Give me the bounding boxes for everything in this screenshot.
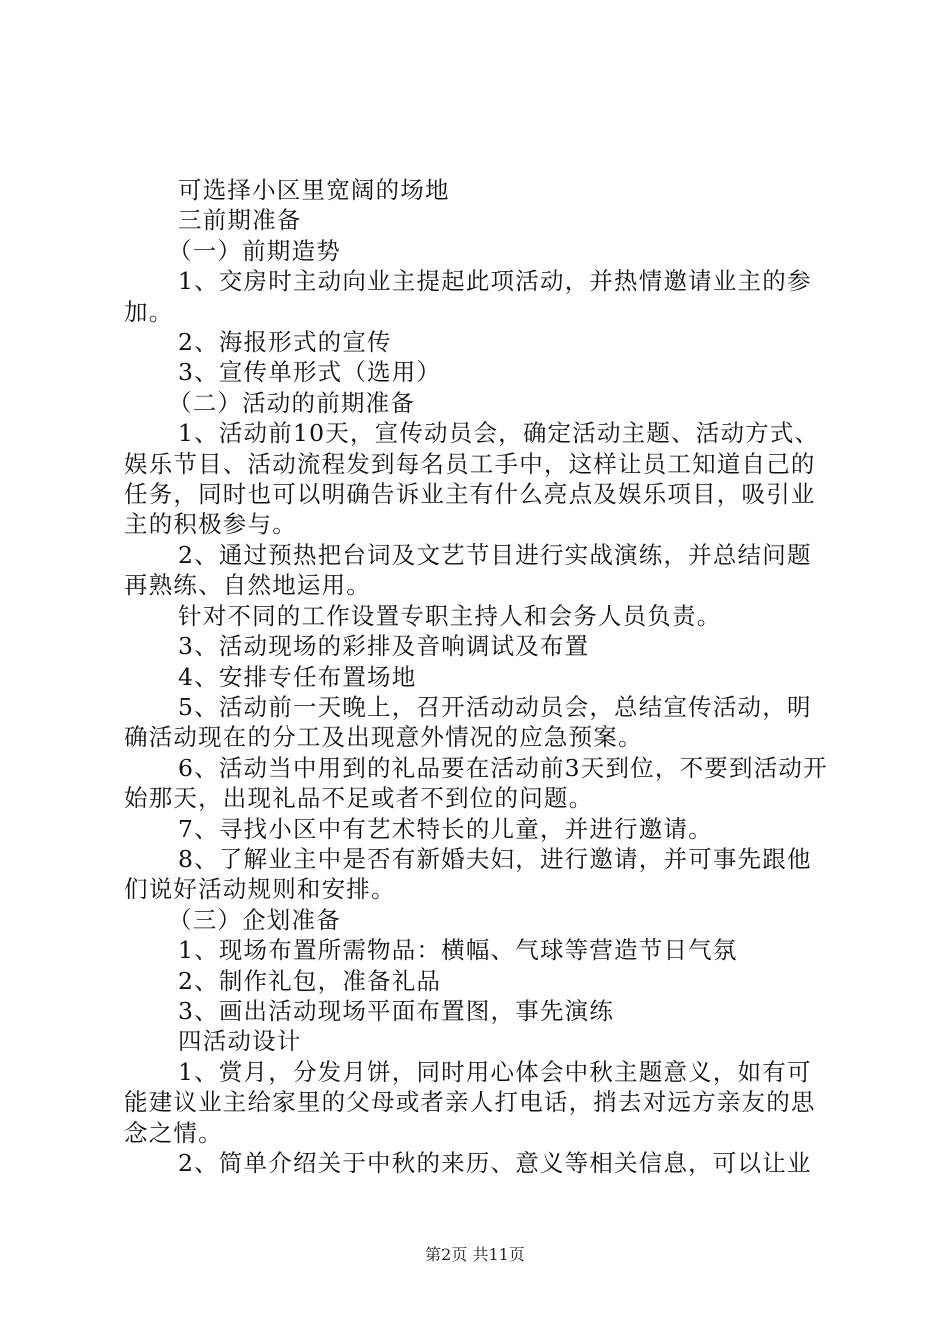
subsection-heading: （一）前期造势 xyxy=(168,236,341,265)
section-heading: 三前期准备 xyxy=(178,206,302,235)
subsection-heading: （二）活动的前期准备 xyxy=(168,388,415,417)
paragraph: 3、活动现场的彩排及音响调试及布置 xyxy=(178,632,590,661)
paragraph: 2、简单介绍关于中秋的来历、意义等相关信息，可以让业 xyxy=(178,1149,812,1177)
paragraph: 1、交房时主动向业主提起此项活动，并热情邀请业主的参加。 xyxy=(124,267,812,326)
paragraph: 2、制作礼包，准备礼品 xyxy=(178,966,442,995)
paragraph: 6、活动当中用到的礼品要在活动前3天到位，不要到活动开始那天，出现礼品不足或者不到位的问题。 xyxy=(124,753,828,813)
paragraph: 8、了解业主中是否有新婚夫妇，进行邀请，并可事先跟他们说好活动规则和安排。 xyxy=(124,844,812,904)
paragraph: 1、现场布置所需物品：横幅、气球等营造节日气氛 xyxy=(178,936,738,965)
paragraph: 7、寻找小区中有艺术特长的儿童，并进行邀请。 xyxy=(178,814,713,843)
paragraph: 3、宣传单形式（选用） xyxy=(178,358,442,387)
paragraph: 4、安排专任布置场地 xyxy=(178,662,417,691)
paragraph: 可选择小区里宽阔的场地 xyxy=(178,176,450,204)
subsection-heading: （三）企划准备 xyxy=(168,905,341,934)
paragraph: 1、赏月，分发月饼，同时用心体会中秋主题意义，如有可能建议业主给家里的父母或者亲人打电话，捎去对远方亲友的思念之情。 xyxy=(124,1057,816,1147)
paragraph: 2、通过预热把台词及文艺节目进行实战演练，并总结问题再熟练、自然地运用。 xyxy=(124,540,812,600)
paragraph: 针对不同的工作设置专职主持人和会务人员负责。 xyxy=(178,601,722,630)
paragraph: 2、海报形式的宣传 xyxy=(178,328,392,357)
section-heading: 四活动设计 xyxy=(178,1027,302,1056)
page-number-label: 第2页 共11页 xyxy=(425,1245,525,1264)
document-body xyxy=(124,175,836,1178)
page-footer xyxy=(0,1244,950,1266)
paragraph: 5、活动前一天晚上，召开活动动员会，总结宣传活动，明确活动现在的分工及出现意外情况的应急预案。 xyxy=(124,692,812,752)
paragraph: 3、画出活动现场平面布置图，事先演练 xyxy=(178,996,615,1025)
paragraph: 1、活动前10天，宣传动员会，确定活动主题、活动方式、娱乐节目、活动流程发到每名员工手中，这样让员工知道自己的任务，同时也可以明确告诉业主有什么亮点及娱乐项目，吸引业主的积极参与。 xyxy=(124,419,820,539)
